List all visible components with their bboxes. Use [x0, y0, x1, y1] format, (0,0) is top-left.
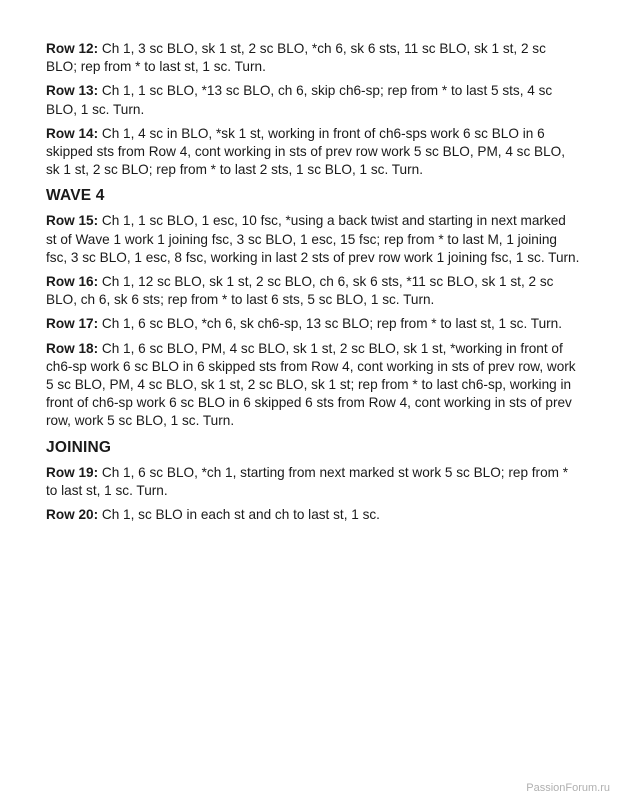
row-14-paragraph [46, 125, 580, 180]
row-instructions: Ch 1, 6 sc BLO, PM, 4 sc BLO, sk 1 st, 2 sc BLO, sk 1 st, *working in front of ch6-sp work 6 sc BLO in 6 skipped sts from Row 4, cont working in sts of prev row, work 5 sc BLO, PM, 4 sc BLO, sk 1 st, 2 sc BLO, sk 1 st; rep from * to last ch6-sp, working in front of ch6-sp work 6 sc BLO in 6 skipped 6 sts from Row 4, cont working in sts of prev row, work 5 sc BLO, 1 sc. Turn. [46, 340, 576, 429]
row-instructions: Ch 1, 6 sc BLO, *ch 6, sk ch6-sp, 13 sc BLO; rep from * to last st, 1 sc. Turn. [98, 316, 563, 332]
row-label: Row 17: [46, 316, 99, 332]
row-19-paragraph [46, 464, 580, 500]
site-watermark: PassionForum.ru [526, 782, 610, 794]
row-instructions: Ch 1, 1 sc BLO, *13 sc BLO, ch 6, skip ch6-sp; rep from * to last 5 sts, 4 sc BLO, 1 sc. Turn. [46, 83, 553, 117]
row-instructions: Ch 1, sc BLO in each st and ch to last st, 1 sc. [98, 507, 380, 523]
row-instructions: Ch 1, 4 sc in BLO, *sk 1 st, working in front of ch6-sps work 6 sc BLO in 6 skipped sts from Row 4, cont working in sts of prev row work 5 sc BLO, PM, 4 sc BLO, sk 1 st, 2 sc BLO; rep from * to last 2 sts, 1 sc BLO, 1 sc. Turn. [46, 125, 566, 178]
row-label: Row 18: [46, 340, 99, 356]
row-instructions: Ch 1, 6 sc BLO, *ch 1, starting from next marked st work 5 sc BLO; rep from * to last st, 1 sc. Turn. [46, 464, 569, 498]
row-20-paragraph [46, 506, 580, 524]
row-label: Row 13: [46, 83, 99, 99]
row-instructions: Ch 1, 3 sc BLO, sk 1 st, 2 sc BLO, *ch 6, sk 6 sts, 11 sc BLO, sk 1 st, 2 sc BLO; rep from * to last st, 1 sc. Turn. [46, 41, 546, 75]
row-label: Row 15: [46, 213, 99, 229]
row-16-paragraph [46, 273, 580, 309]
section-heading-wave-4: WAVE 4 [46, 187, 105, 205]
row-label: Row 16: [46, 274, 99, 290]
row-18-paragraph [46, 340, 580, 431]
row-15-paragraph [46, 212, 580, 267]
row-label: Row 12: [46, 41, 99, 56]
row-label: Row 19: [46, 464, 99, 480]
row-instructions: Ch 1, 12 sc BLO, sk 1 st, 2 sc BLO, ch 6, sk 6 sts, *11 sc BLO, sk 1 st, 2 sc BLO, ch 6, sk 6 sts; rep from * to last 6 sts, 5 sc BLO, 1 sc. Turn. [46, 274, 554, 308]
row-label: Row 14: [46, 125, 99, 141]
row-instructions: Ch 1, 1 sc BLO, 1 esc, 10 fsc, *using a back twist and starting in next marked st of Wave 1 work 1 joining fsc, 3 sc BLO, 1 esc, 15 fsc; rep from * to last M, 1 joining fsc, 3 sc BLO, 1 esc, 8 fsc, working in last 2 sts of prev row work 1 joining fsc, 1 sc. Turn. [46, 213, 580, 265]
row-label: Row 20: [46, 507, 99, 523]
row-12-paragraph [46, 40, 580, 76]
row-13-paragraph [46, 82, 580, 118]
section-heading-joining: JOINING [46, 438, 112, 456]
row-17-paragraph [46, 315, 580, 333]
document-page [46, 40, 580, 530]
